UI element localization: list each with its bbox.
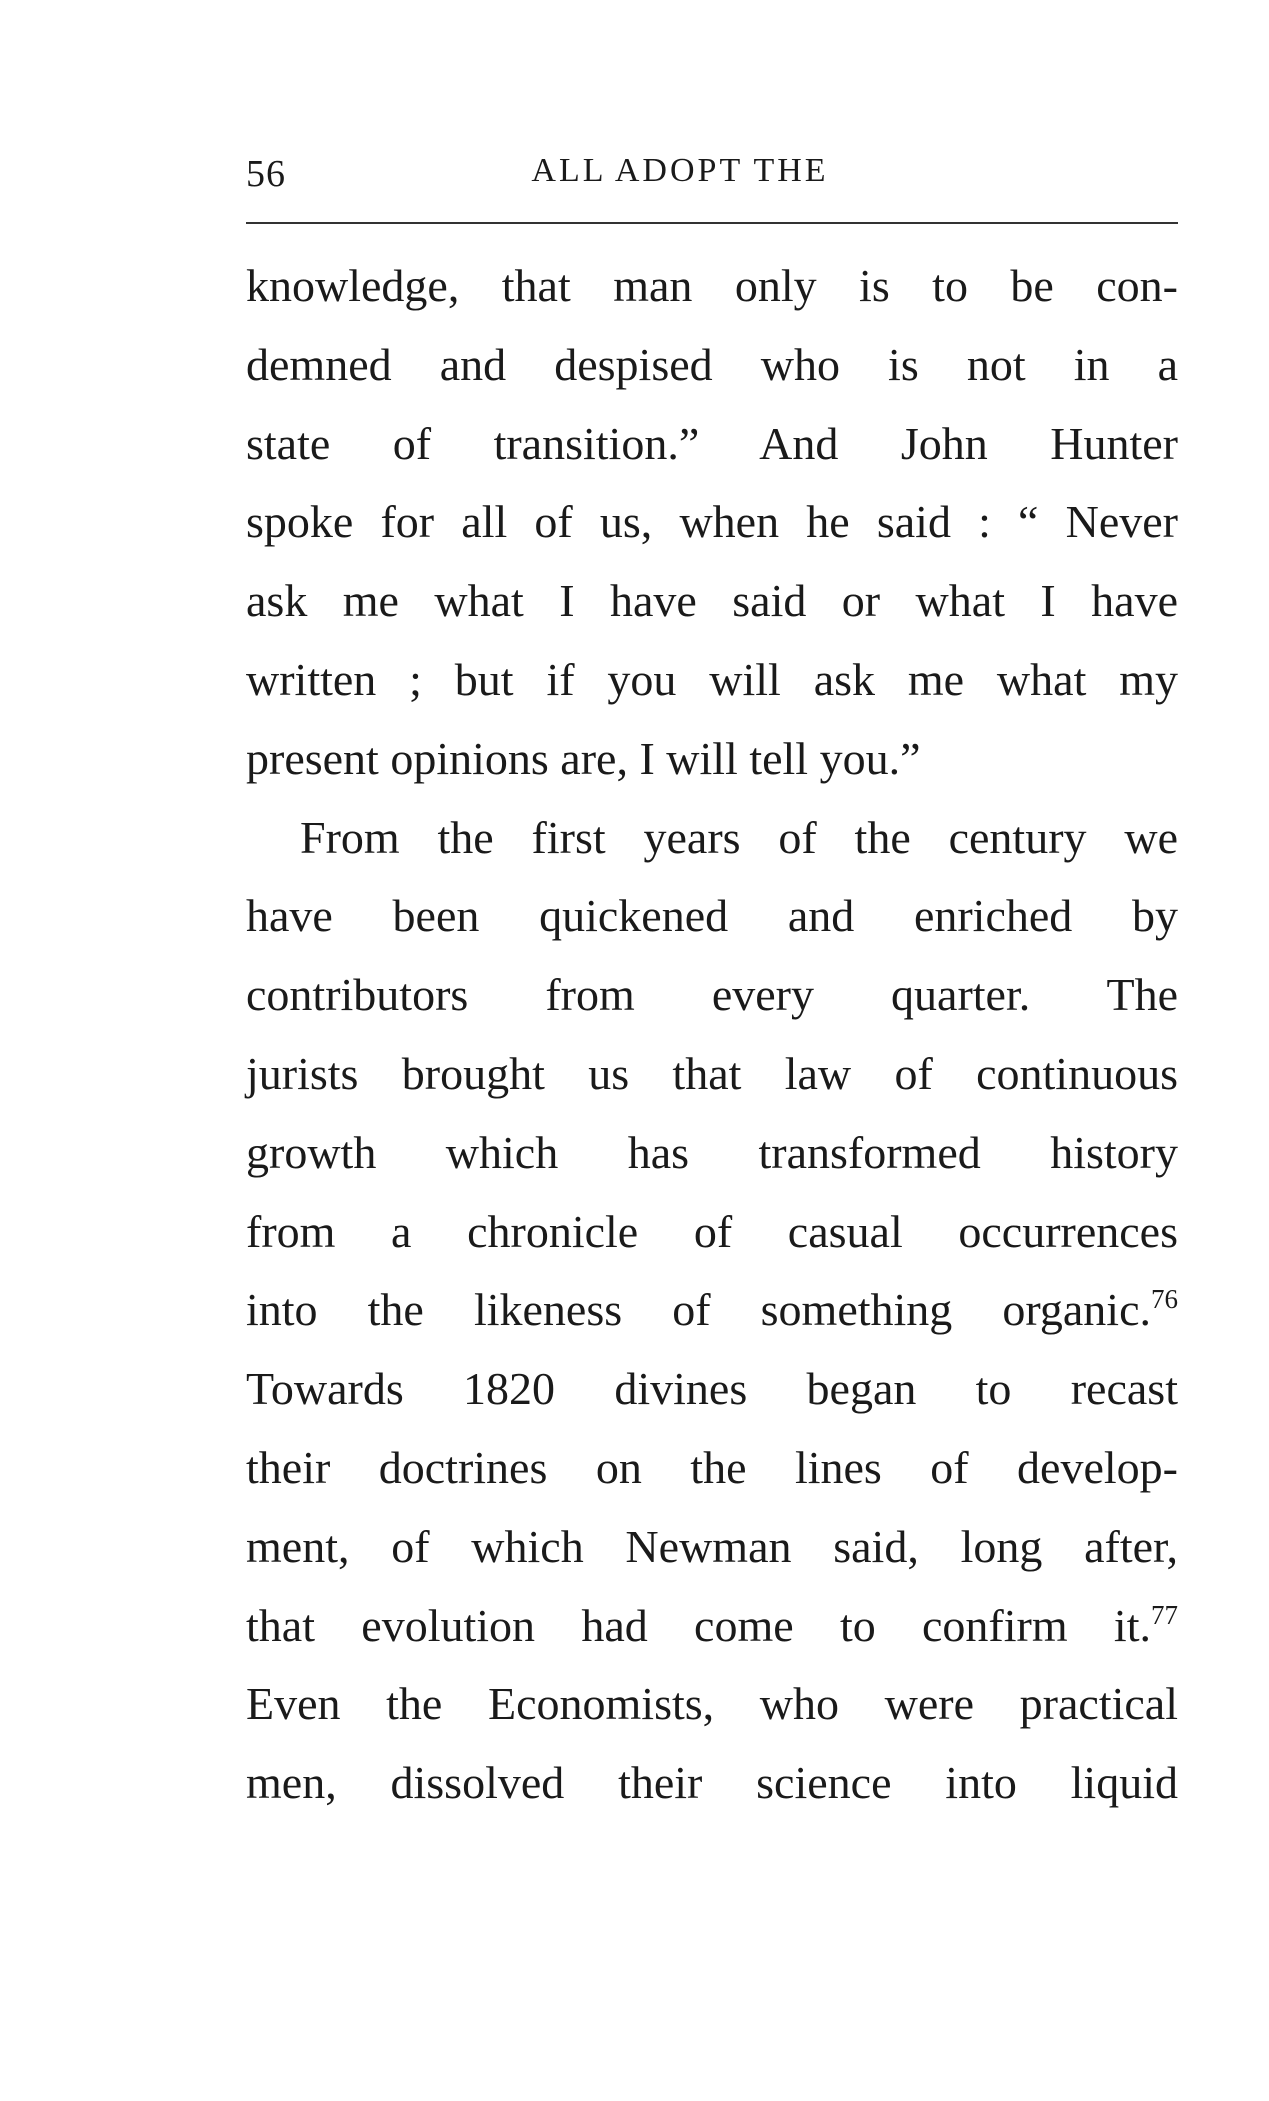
- text-line: ment, of which Newman said, long after,: [246, 1520, 1178, 1572]
- header-rule: [246, 222, 1178, 224]
- text-line: Even the Economists, who were practical: [246, 1678, 1178, 1730]
- text-line: present opinions are, I will tell you.”: [246, 732, 921, 784]
- running-head: ALL ADOPT THE: [531, 152, 829, 189]
- text-line: written ; but if you will ask me what my: [246, 653, 1178, 705]
- text-line: have been quickened and enriched by: [246, 890, 1178, 942]
- text-line: knowledge, that man only is to be con-: [246, 260, 1178, 311]
- footnote-marker: 77: [1151, 1599, 1178, 1630]
- text-line: From the first years of the century we: [300, 811, 1178, 863]
- text-line: contributors from every quarter. The: [246, 969, 1178, 1021]
- paragraph: [246, 247, 1178, 799]
- line-text: that evolution had come to confirm it.: [246, 1599, 1151, 1651]
- body-text: [246, 247, 1178, 1823]
- text-line: state of transition.” And John Hunter: [246, 417, 1178, 469]
- text-line: jurists brought us that law of continuous: [246, 1047, 1178, 1099]
- footnote-marker: 76: [1151, 1284, 1178, 1315]
- line-text: into the likeness of something organic.: [246, 1284, 1151, 1336]
- text-line: [246, 1587, 1178, 1666]
- text-line: spoke for all of us, when he said : “ Never: [246, 496, 1178, 548]
- text-line: growth which has transformed history: [246, 1126, 1178, 1178]
- text-line: from a chronicle of casual occurrences: [246, 1205, 1178, 1257]
- text-line: men, dissolved their science into liquid: [246, 1757, 1178, 1809]
- text-line: [246, 1271, 1178, 1350]
- text-line: Towards 1820 divines began to recast: [246, 1363, 1178, 1415]
- text-line: demned and despised who is not in a: [246, 338, 1178, 390]
- text-line: ask me what I have said or what I have: [246, 575, 1178, 627]
- page-number: 56: [246, 153, 286, 195]
- text-line: their doctrines on the lines of develop-: [246, 1441, 1178, 1493]
- paragraph: [246, 799, 1178, 1823]
